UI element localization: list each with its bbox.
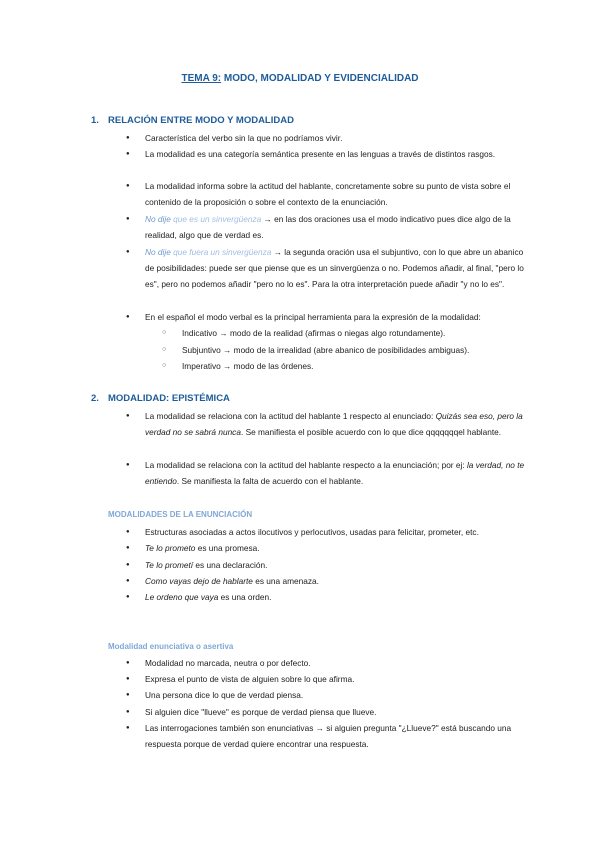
- title-prefix: TEMA 9:: [181, 73, 222, 84]
- list-item: ● La modalidad informa sobre la actitud del hablante, concretamente sobre su punto de vista sobre el contenido de la proposición o sobre el contexto de la enunciación.: [145, 178, 530, 210]
- section-2-number: 2.: [91, 393, 99, 404]
- item-text: . Se manifiesta la falta de acuerdo con el hablante.: [176, 476, 364, 487]
- sub-list-item: ○ Imperativo → modo de las órdenes.: [182, 358, 522, 374]
- item-text: La modalidad se relaciona con la actitud del hablante respecto a la enunciación; por ej:: [145, 460, 467, 470]
- item-text: es una orden.: [218, 592, 272, 602]
- list-item: [145, 408, 530, 440]
- list-item: [145, 557, 530, 573]
- example-lead: No dije: [145, 247, 171, 257]
- page-title: [0, 73, 600, 84]
- item-text: es una promesa.: [195, 543, 260, 553]
- item-text: es una declaración.: [193, 560, 268, 570]
- example-italic: Como vayas dejo de hablarte: [145, 576, 253, 586]
- example-italic: la verdad, no te entiendo: [145, 460, 525, 487]
- item-text: es una amenaza.: [252, 576, 319, 586]
- example-italic: Te lo prometí: [145, 560, 194, 570]
- list-item: ● La modalidad es una categoría semántica presente en las lenguas a través de distintos rasgos.: [145, 146, 530, 162]
- item-text: La modalidad se relaciona con la actitud del hablante 1 respecto al enunciado:: [145, 411, 436, 421]
- example-clause: que fuera un sinvergüenza: [170, 247, 272, 257]
- subsection-heading: MODALIDADES DE LA ENUNCIACIÓN: [108, 510, 253, 519]
- example-italic: Le ordeno que vaya: [145, 592, 219, 602]
- list-item: ● Característica del verbo sin la que no podríamos vivir.: [145, 130, 530, 146]
- section-1-title: RELACIÓN ENTRE MODO Y MODALIDAD: [108, 115, 294, 126]
- section-2-title: MODALIDAD: EPISTÉMICA: [108, 393, 230, 404]
- sub-list-item: ○ Indicativo → modo de la realidad (afirmas o niegas algo rotundamente).: [182, 325, 522, 341]
- section-1-heading: [91, 115, 294, 126]
- list-item: [145, 244, 530, 293]
- example-italic: Quizás sea eso, pero la verdad no se sabrá nunca: [145, 411, 523, 438]
- list-item: [145, 540, 530, 556]
- list-item: ● Si alguien dice "llueve" es porque de verdad piensa que llueve.: [145, 704, 530, 720]
- list-item: ● Expresa el punto de vista de alguien sobre lo que afirma.: [145, 671, 530, 687]
- list-item: ● Las interrogaciones también son enunciativas → si alguien pregunta "¿Llueve?" está buscando una respuesta porque de verdad quiere encontrar una respuesta.: [145, 720, 530, 752]
- list-item: [145, 573, 530, 589]
- item-text: . Se manifiesta el posible acuerdo con lo que dice qqqqqqqel hablante.: [240, 427, 502, 438]
- example-explanation: → la segunda oración usa el subjuntivo, con lo que abre un abanico de posibilidades: puede ser que piense que es un sinvergüenza o no. Podemos añadir, al final, "pero lo es", pero no podemos añadir "pero no lo es". Para la otra interpretación puede añadir "y no lo es".: [145, 247, 524, 290]
- example-italic: Te lo prometo: [145, 543, 196, 553]
- list-item: ● Una persona dice lo que de verdad piensa.: [145, 687, 530, 703]
- section-1-number: 1.: [91, 115, 99, 126]
- subsection-heading: Modalidad enunciativa o asertiva: [108, 642, 234, 651]
- list-item: ● Estructuras asociadas a actos ilocutivos y perlocutivos, usadas para felicitar, prometer, etc.: [145, 524, 530, 540]
- title-rest: MODO, MODALIDAD Y EVIDENCIALIDAD: [221, 73, 419, 84]
- list-item: [145, 211, 530, 243]
- list-item: ● Modalidad no marcada, neutra o por defecto.: [145, 655, 530, 671]
- example-lead: No dije: [145, 214, 171, 224]
- list-item: [145, 589, 530, 605]
- example-clause: que es un sinvergüenza: [170, 214, 262, 224]
- section-2-heading: [91, 393, 230, 404]
- sub-list-item: ○ Subjuntivo → modo de la irrealidad (abre abanico de posibilidades ambiguas).: [182, 342, 522, 358]
- example-explanation: → en las dos oraciones usa el modo indicativo pues dice algo de la realidad, algo que de verdad es.: [145, 214, 511, 241]
- list-item: [145, 457, 530, 489]
- list-item: ● En el español el modo verbal es la principal herramienta para la expresión de la modalidad:: [145, 309, 530, 325]
